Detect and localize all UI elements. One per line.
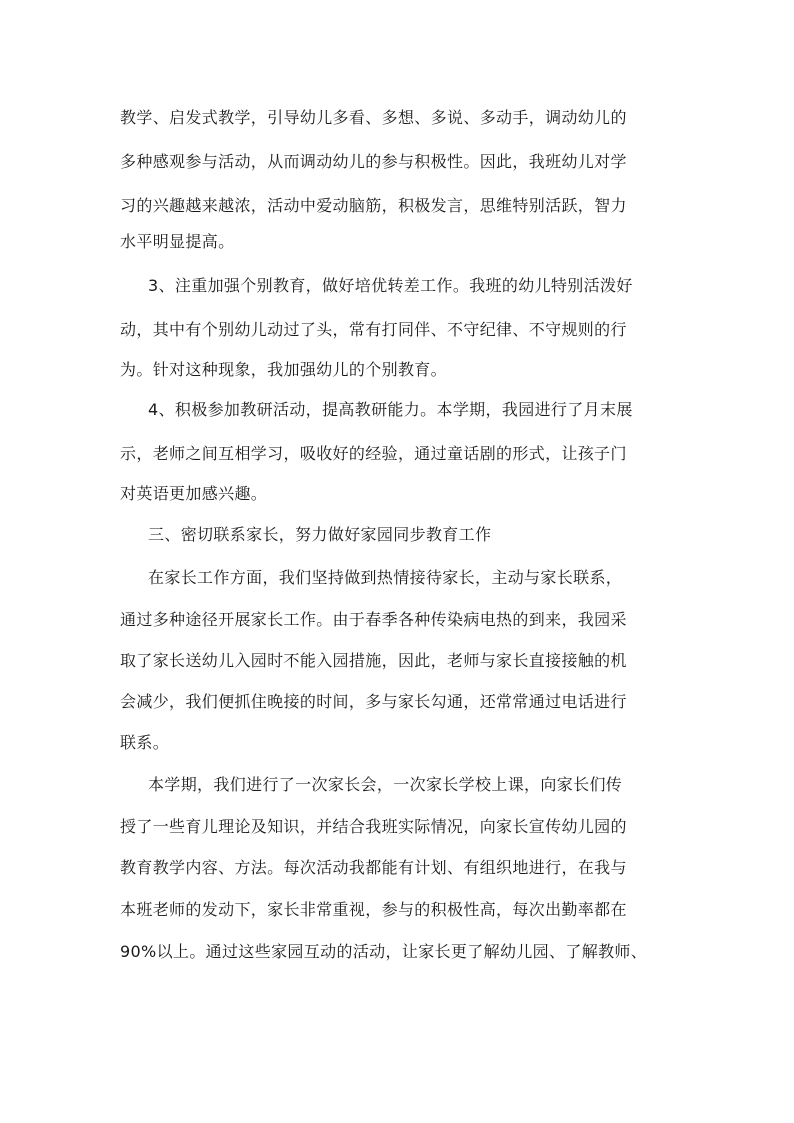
text-line: 对英语更加感兴趣。 (120, 484, 268, 503)
text-line: 3、注重加强个别教育，做好培优转差工作。我班的幼儿特别活泼好 (148, 276, 633, 295)
text-line: 水平明显提高。 (120, 232, 235, 251)
text-line: 教学、启发式教学，引导幼儿多看、多想、多说、多动手，调动幼儿的 (120, 108, 627, 127)
text-line: 90%以上。通过这些家园互动的活动，让家长更了解幼儿园、了解教师、 (120, 942, 648, 961)
text-line: 多种感观参与活动，从而调动幼儿的参与积极性。因此，我班幼儿对学 (120, 152, 627, 171)
text-line: 动，其中有个别幼儿动过了头，常有打同伴、不守纪律、不守规则的行 (120, 320, 627, 339)
text-line: 4、积极参加教研活动，提高教研能力。本学期，我园进行了月末展 (148, 400, 633, 419)
text-line: 示，老师之间互相学习，吸收好的经验，通过童话剧的形式，让孩子门 (120, 444, 627, 463)
text-line: 习的兴趣越来越浓，活动中爱动脑筋，积极发言，思维特别活跃，智力 (120, 196, 627, 215)
text-line: 会减少，我们便抓住晚接的时间，多与家长勾通，还常常通过电话进行 (120, 692, 627, 711)
text-line: 通过多种途径开展家长工作。由于春季各种传染病电热的到来，我园采 (120, 610, 627, 629)
text-line: 本学期，我们进行了一次家长会，一次家长学校上课，向家长们传 (148, 775, 623, 794)
text-line: 教育教学内容、方法。每次活动我都能有计划、有组织地进行，在我与 (120, 858, 627, 877)
text-line: 取了家长送幼儿入园时不能入园措施，因此，老师与家长直接接触的机 (120, 651, 627, 670)
text-line: 为。针对这种现象，我加强幼儿的个别教育。 (120, 360, 448, 379)
text-line: 在家长工作方面，我们坚持做到热情接待家长，主动与家长联系， (148, 568, 623, 587)
text-line: 本班老师的发动下，家长非常重视，参与的积极性高，每次出勤率都在 (120, 900, 627, 919)
text-line: 联系。 (120, 733, 170, 752)
section-heading: 三、密切联系家长，努力做好家园同步教育工作 (148, 525, 492, 544)
text-line: 授了一些育儿理论及知识，并结合我班实际情况，向家长宣传幼儿园的 (120, 817, 627, 836)
